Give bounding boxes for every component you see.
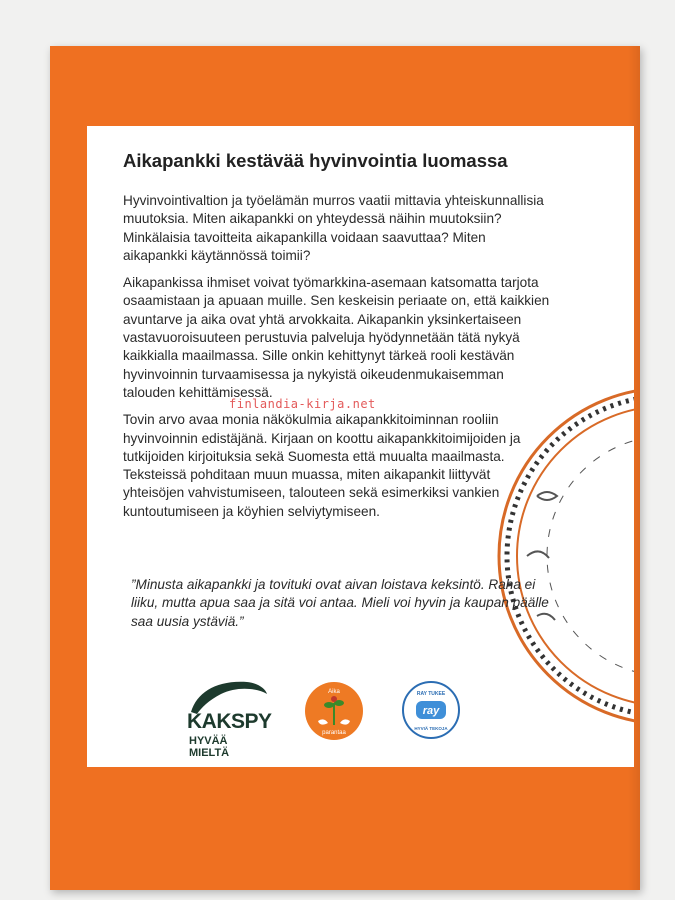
ray-logo-icon bbox=[402, 681, 460, 739]
kakspy-logo bbox=[187, 678, 272, 759]
text-panel bbox=[87, 126, 634, 767]
description-text bbox=[123, 192, 553, 530]
watermark-text: finlandia-kirja.net bbox=[229, 397, 376, 411]
svg-text:RAY TUKEE: RAY TUKEE bbox=[416, 691, 446, 697]
svg-text:HYVIÄ TEKOJA: HYVIÄ TEKOJA bbox=[414, 726, 448, 731]
cover-title: Aikapankki kestävää hyvinvointia luomassa bbox=[123, 150, 508, 171]
kakspy-name: KAKSPY bbox=[187, 710, 272, 733]
paragraph-3: Tovin arvo avaa monia näkökulmia aikapankkitoiminnan rooliin hyvinvoinnin edistäjänä. Kirjaan on koottu aikapankkitoimijoiden ja tutkijoiden kirjoituksia sekä Suomesta että muualta maailmasta. Teksteissä pohditaan muun muassa, miten aikapankit liittyvät yhteisöjen vahvistumiseen, talouteen sekä esimerkiksi vankien kuntoutumiseen ja köyhien selviytymiseen. bbox=[123, 412, 521, 519]
kakspy-swoosh-icon bbox=[187, 678, 269, 714]
kakspy-tagline: HYVÄÄ MIELTÄ bbox=[189, 735, 230, 759]
paragraph-2: Aikapankissa ihmiset voivat työmarkkina-asemaan katsomatta tarjota osaamistaan ja apuaan muille. Sen keskeisin periaate on, että kaikkien avuntarve ja aika ovat yhtä arvokkaita. Aikapankin yksinkertaiseen vastavuoroisuuteen perustuvia palveluja hyödynnetään tätä nykyä kaikkialla maailmassa. Sille onkin kehittynyt tärkeä rooli kestävän hyvinvoinnin turvaamisessa ja nykyistä oikeudenmukaisemman talouden kehittämisessä. bbox=[123, 275, 550, 400]
aika-parantaa-logo-icon bbox=[304, 681, 364, 741]
svg-text:Aika: Aika bbox=[328, 689, 340, 695]
testimonial-quote: ”Minusta aikapankki ja tovituki ovat aivan loistava keksintö. Raha ei liiku, mutta apua saa ja sitä voi antaa. Mieli voi hyvin ja kaupan päälle saa uusia ystäviä.” bbox=[131, 577, 549, 629]
paragraph-1: Hyvinvointivaltion ja työelämän murros vaatii mittavia yhteiskunnallisia muutoksia. Miten aikapankki on yhteydessä näihin muutoksiin? Minkälaisia tavoitteita aikapankilla voidaan saavuttaa? Miten aikapankki käytännössä toimii? bbox=[123, 193, 544, 263]
svg-text:ray: ray bbox=[422, 705, 440, 717]
svg-text:parantaa: parantaa bbox=[322, 730, 346, 736]
